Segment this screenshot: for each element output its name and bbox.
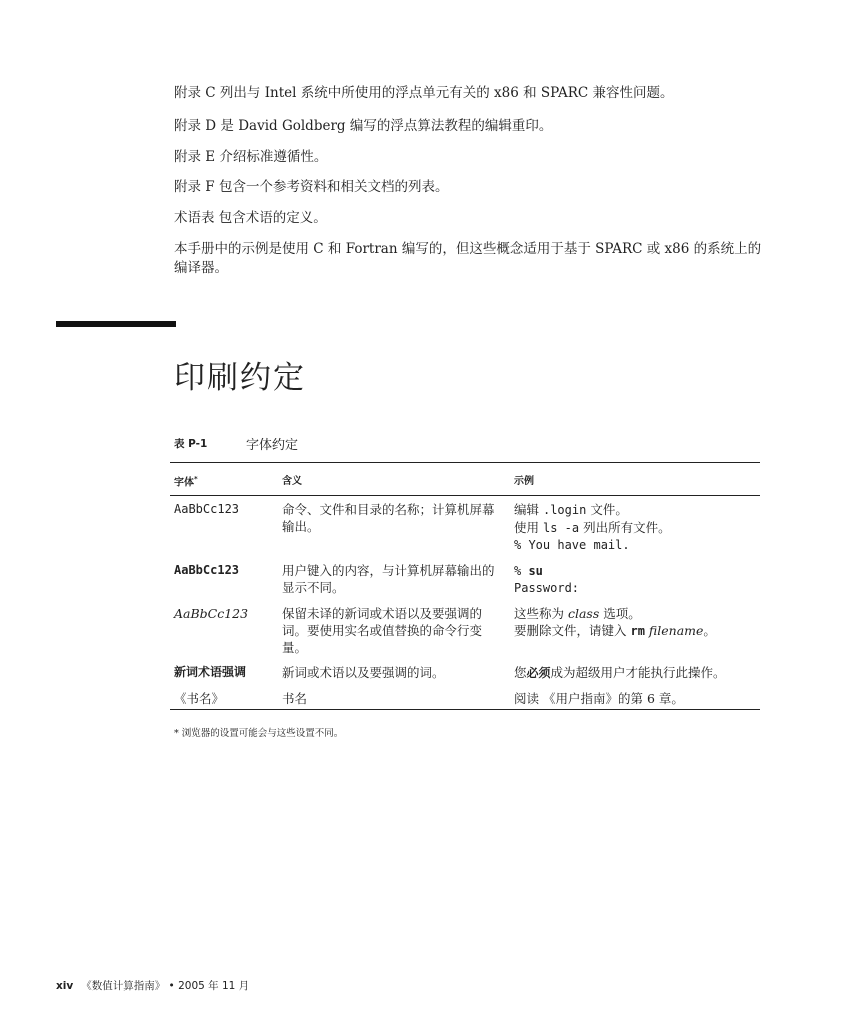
table-row (170, 685, 760, 710)
table-footnote: * 浏览器的设置可能会与这些设置不同。 (174, 728, 344, 739)
header-example: 示例 (510, 463, 760, 496)
example-cell: % su Password: (514, 564, 580, 596)
example-cell: 这些称为 class 选项。 要删除文件，请键入 rm filename。 (514, 606, 716, 639)
font-sample-monospace: AaBbCc123 (174, 502, 240, 517)
footer-text: 《数值计算指南》 • 2005 年 11 月 (81, 980, 250, 992)
meaning-cell: 书名 (278, 685, 510, 710)
page-number: xiv (56, 980, 74, 992)
table-row (170, 496, 760, 558)
table-label: 表 P-1 (174, 438, 208, 450)
example-cell: 阅读 《用户指南》的第 6 章。 (510, 685, 760, 710)
paragraph-appendix-f: 附录 F 包含一个参考资料和相关文档的列表。 (174, 179, 449, 195)
paragraph-appendix-d: 附录 D 是 David Goldberg 编写的浮点算法教程的编辑重印。 (174, 118, 553, 134)
paragraph-appendix-c: 附录 C 列出与 Intel 系统中所使用的浮点单元有关的 x86 和 SPARC 兼容性问题。 (174, 85, 674, 101)
table-row (170, 659, 760, 685)
header-meaning: 含义 (278, 463, 510, 496)
paragraph-appendix-e: 附录 E 介绍标准遵循性。 (174, 149, 328, 165)
example-cell: 编辑 .login 文件。 使用 ls -a 列出所有文件。 % You have mail. (514, 502, 671, 553)
page-footer (56, 978, 249, 993)
table-row (170, 600, 760, 659)
font-sample-monospace-bold: AaBbCc123 (174, 563, 240, 578)
paragraph-examples: 本手册中的示例是使用 C 和 Fortran 编写的，但这些概念适用于基于 SPARC 或 x86 的系统上的编译器。 (174, 241, 762, 276)
font-sample-bold: 新词术语强调 (174, 665, 247, 680)
example-cell: 您必须成为超级用户才能执行此操作。 (514, 665, 726, 681)
font-sample-italic: AaBbCc123 (174, 606, 249, 622)
meaning-cell: 保留未译的新词或术语以及要强调的词。要使用实名或值替换的命令行变量。 (282, 606, 483, 656)
paragraph-glossary: 术语表 包含术语的定义。 (174, 210, 327, 226)
header-font: 字体* (170, 463, 278, 496)
section-rule-bar (56, 321, 176, 327)
footnote-marker: * (194, 475, 198, 483)
font-sample-book-title: 《书名》 (170, 685, 278, 710)
table-row (170, 557, 760, 600)
meaning-cell: 命令、文件和目录的名称；计算机屏幕输出。 (282, 502, 495, 535)
meaning-cell: 新词或术语以及要强调的词。 (282, 665, 445, 681)
typography-table (170, 462, 760, 710)
table-title: 字体约定 (246, 438, 299, 453)
meaning-cell: 用户键入的内容，与计算机屏幕输出的显示不同。 (282, 563, 495, 596)
section-title: 印刷约定 (174, 360, 306, 396)
table-caption (174, 434, 298, 453)
